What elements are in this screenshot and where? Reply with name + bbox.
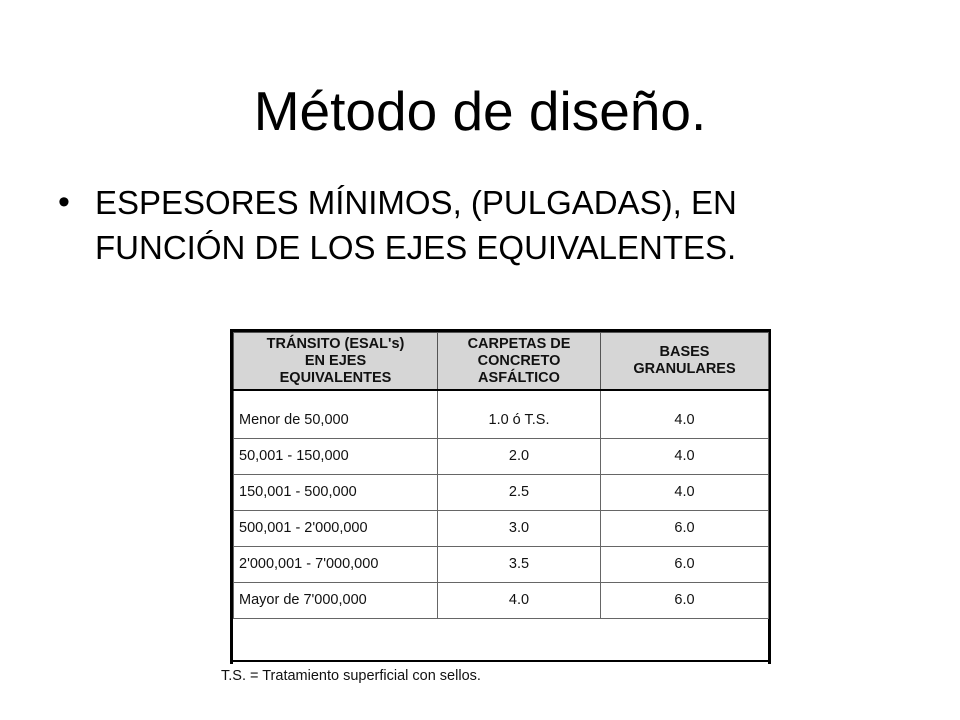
base-cell: 6.0 — [601, 583, 769, 619]
table-row — [234, 547, 769, 583]
header-transito — [234, 333, 438, 391]
header-line: GRANULARES — [633, 361, 736, 377]
header-line: TRÁNSITO (ESAL's) — [266, 335, 405, 352]
header-line: ASFÁLTICO — [478, 369, 560, 386]
base-cell: 4.0 — [601, 403, 769, 439]
table-row — [234, 583, 769, 619]
minimum-thickness-table — [233, 332, 769, 619]
header-line: EQUIVALENTES — [279, 369, 392, 386]
table-spacer-row — [234, 390, 769, 403]
spacer-cell — [234, 390, 438, 403]
base-cell: 6.0 — [601, 547, 769, 583]
spacer-cell — [601, 390, 769, 403]
header-carpetas — [438, 333, 601, 391]
header-line: CONCRETO — [477, 352, 561, 369]
bullet-mark: • — [58, 183, 70, 221]
carpeta-cell: 1.0 ó T.S. — [438, 403, 601, 439]
thickness-table-figure — [230, 329, 771, 664]
carpeta-cell: 3.0 — [438, 511, 601, 547]
transito-cell: 500,001 - 2'000,000 — [234, 511, 438, 547]
carpeta-cell: 2.5 — [438, 475, 601, 511]
table-row — [234, 403, 769, 439]
header-line: EN EJES — [304, 352, 367, 369]
table-row — [234, 511, 769, 547]
carpeta-cell: 4.0 — [438, 583, 601, 619]
transito-cell: Mayor de 7'000,000 — [234, 583, 438, 619]
header-line: CARPETAS DE — [467, 335, 571, 352]
table-header-row — [234, 333, 769, 391]
header-bases — [601, 333, 769, 391]
header-line: BASES — [659, 344, 710, 360]
base-cell: 4.0 — [601, 475, 769, 511]
table-border-bottom — [230, 660, 771, 662]
carpeta-cell: 2.0 — [438, 439, 601, 475]
slide-title: Método de diseño. — [253, 80, 707, 142]
carpeta-cell: 3.5 — [438, 547, 601, 583]
transito-cell: 2'000,001 - 7'000,000 — [234, 547, 438, 583]
bullet-point — [58, 180, 918, 316]
table-row — [234, 439, 769, 475]
bullet-text: ESPESORES MÍNIMOS, (PULGADAS), EN FUNCIÓN DE LOS EJES EQUIVALENTES. — [95, 184, 737, 266]
transito-cell: 50,001 - 150,000 — [234, 439, 438, 475]
transito-cell: 150,001 - 500,000 — [234, 475, 438, 511]
base-cell: 4.0 — [601, 439, 769, 475]
table-row — [234, 475, 769, 511]
spacer-cell — [438, 390, 601, 403]
base-cell: 6.0 — [601, 511, 769, 547]
transito-cell: Menor de 50,000 — [234, 403, 438, 439]
table-footnote: T.S. = Tratamiento superficial con sellos. — [221, 668, 481, 684]
